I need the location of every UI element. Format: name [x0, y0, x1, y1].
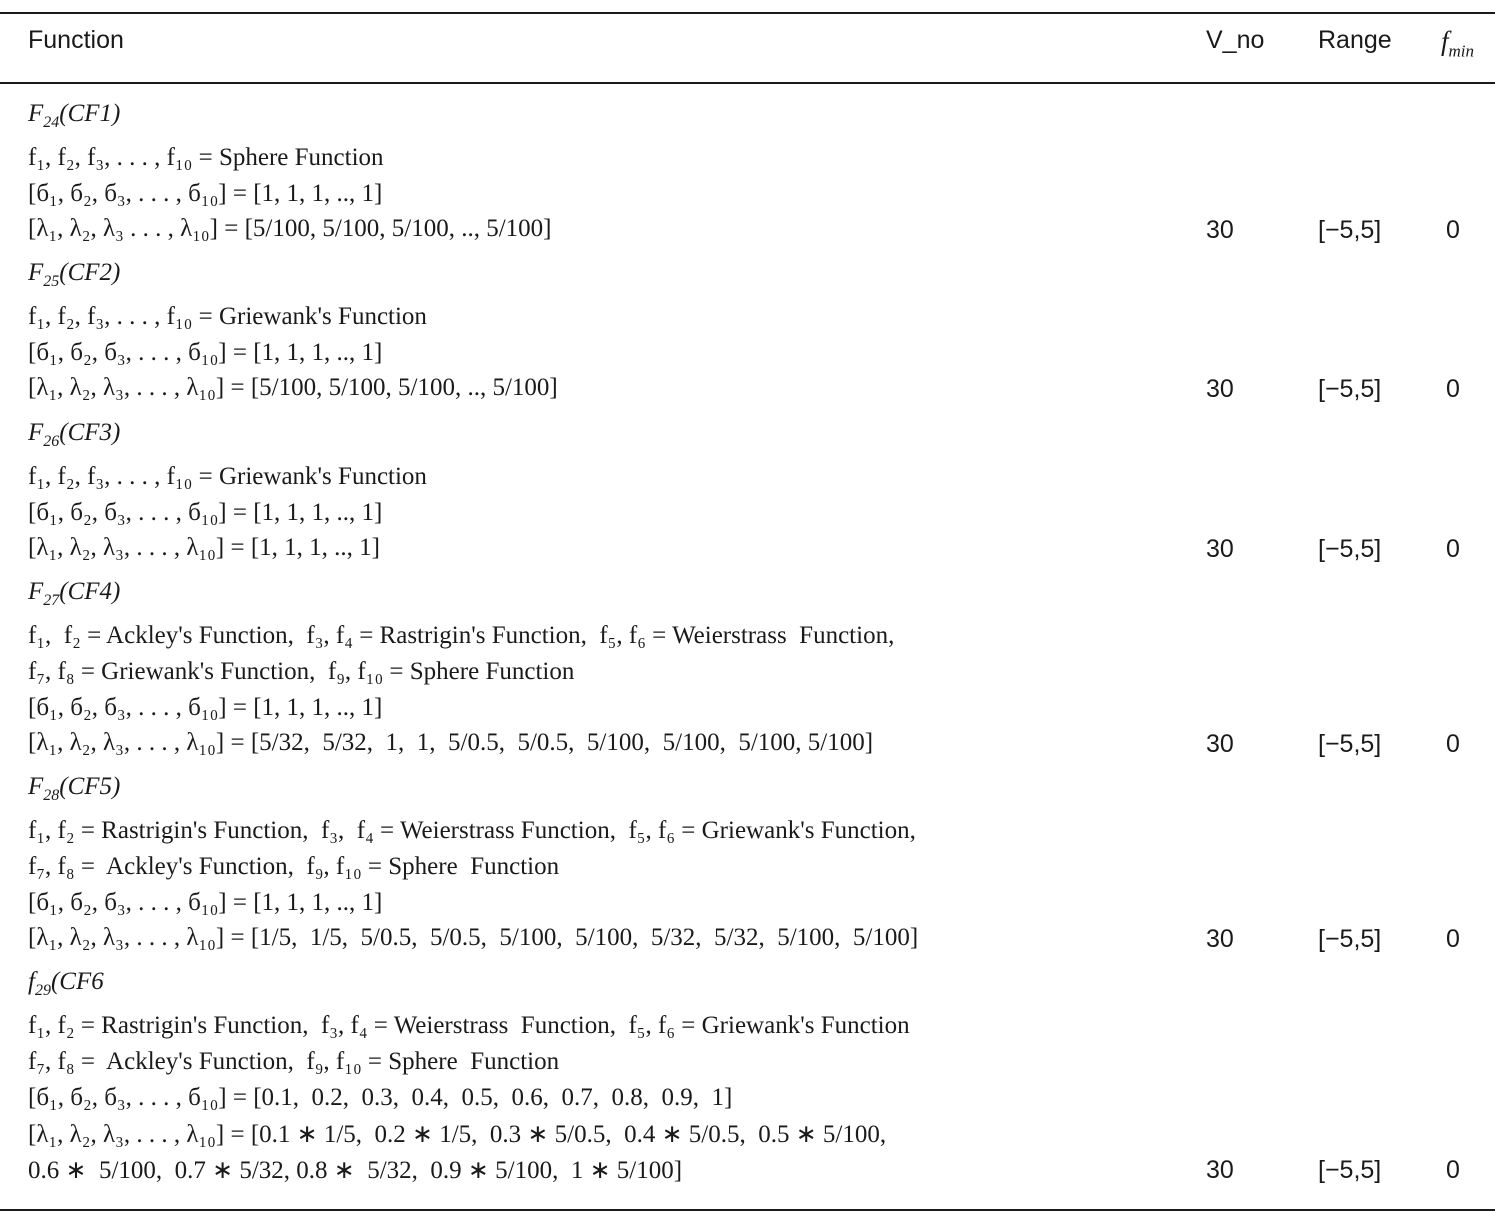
formula-line: [λ₁, λ₂, λ₃ . . . , λ₁₀] = [5/100, 5/100, 5/100, .., 5/100]	[28, 215, 552, 242]
formula-line: [б₁, б₂, б₃, . . . , б₁₀] = [1, 1, 1, .., 1]	[28, 180, 383, 207]
formula-line: [λ₁, λ₂, λ₃, . . . , λ₁₀] = [1/5, 1/5, 5/0.5, 5/0.5, 5/100, 5/100, 5/32, 5/32, 5/100, 5/100]	[28, 924, 919, 951]
formula-line: [б₁, б₂, б₃, . . . , б₁₀] = [1, 1, 1, .., 1]	[28, 499, 383, 526]
row-title: $f_{29}(CF6$	[28, 968, 104, 999]
row-title: $F_{25}(CF2)$	[28, 259, 121, 290]
cell-v-no: 30	[1206, 375, 1234, 403]
cell-fmin: 0	[1446, 730, 1460, 758]
cell-fmin: 0	[1446, 535, 1460, 563]
header-fmin: $f_{min}$	[1441, 26, 1475, 61]
cell-range: [−5,5]	[1318, 730, 1382, 758]
formula-line: [λ₁, λ₂, λ₃, . . . , λ₁₀] = [0.1 ∗ 1/5, 0.2 ∗ 1/5, 0.3 ∗ 5/0.5, 0.4 ∗ 5/0.5, 0.5 ∗ 5/100,	[28, 1121, 887, 1148]
row-title: $F_{27}(CF4)$	[28, 578, 121, 609]
cell-v-no: 30	[1206, 216, 1234, 244]
formula-line: f₁, f₂ = Rastrigin's Function, f₃, f₄ = Weierstrass Function, f₅, f₆ = Griewank's Function	[28, 1012, 910, 1039]
row-title: $F_{28}(CF5)$	[28, 773, 121, 804]
header-range: Range	[1318, 26, 1392, 54]
header-v-no: V_no	[1206, 26, 1265, 54]
formula-line: f₁, f₂ = Ackley's Function, f₃, f₄ = Rastrigin's Function, f₅, f₆ = Weierstrass Function,	[28, 622, 895, 649]
formula-line: [λ₁, λ₂, λ₃, . . . , λ₁₀] = [5/32, 5/32, 1, 1, 5/0.5, 5/0.5, 5/100, 5/100, 5/100, 5/100]	[28, 729, 874, 756]
row-title: $F_{26}(CF3)$	[28, 419, 121, 450]
cell-range: [−5,5]	[1318, 375, 1382, 403]
formula-line: [б₁, б₂, б₃, . . . , б₁₀] = [1, 1, 1, .., 1]	[28, 889, 383, 916]
formula-line: 0.6 ∗ 5/100, 0.7 ∗ 5/32, 0.8 ∗ 5/32, 0.9 ∗ 5/100, 1 ∗ 5/100]	[28, 1157, 683, 1184]
cell-fmin: 0	[1446, 1156, 1460, 1184]
formula-line: [λ₁, λ₂, λ₃, . . . , λ₁₀] = [1, 1, 1, .., 1]	[28, 534, 380, 561]
cell-v-no: 30	[1206, 925, 1234, 953]
formula-line: [б₁, б₂, б₃, . . . , б₁₀] = [1, 1, 1, .., 1]	[28, 339, 383, 366]
cell-range: [−5,5]	[1318, 535, 1382, 563]
cell-range: [−5,5]	[1318, 925, 1382, 953]
cell-v-no: 30	[1206, 535, 1234, 563]
row-title: $F_{24}(CF1)$	[28, 100, 121, 131]
cell-fmin: 0	[1446, 216, 1460, 244]
table-bottom-rule	[0, 1209, 1495, 1211]
formula-line: f₁, f₂, f₃, . . . , f₁₀ = Griewank's Function	[28, 303, 427, 330]
formula-line: f₇, f₈ = Ackley's Function, f₉, f₁₀ = Sphere Function	[28, 853, 560, 880]
table-header-rule	[0, 82, 1495, 84]
cell-v-no: 30	[1206, 1156, 1234, 1184]
formula-line: f₁, f₂, f₃, . . . , f₁₀ = Griewank's Function	[28, 463, 427, 490]
cell-range: [−5,5]	[1318, 216, 1382, 244]
formula-line: [б₁, б₂, б₃, . . . , б₁₀] = [0.1, 0.2, 0.3, 0.4, 0.5, 0.6, 0.7, 0.8, 0.9, 1]	[28, 1084, 733, 1111]
cell-range: [−5,5]	[1318, 1156, 1382, 1184]
formula-line: [б₁, б₂, б₃, . . . , б₁₀] = [1, 1, 1, .., 1]	[28, 694, 383, 721]
cell-fmin: 0	[1446, 375, 1460, 403]
formula-line: f₇, f₈ = Griewank's Function, f₉, f₁₀ = Sphere Function	[28, 658, 575, 685]
formula-line: f₁, f₂, f₃, . . . , f₁₀ = Sphere Function	[28, 144, 384, 171]
cell-fmin: 0	[1446, 925, 1460, 953]
formula-line: f₁, f₂ = Rastrigin's Function, f₃, f₄ = Weierstrass Function, f₅, f₆ = Griewank's Function,	[28, 817, 916, 844]
header-function: Function	[28, 26, 124, 54]
cell-v-no: 30	[1206, 730, 1234, 758]
formula-line: f₇, f₈ = Ackley's Function, f₉, f₁₀ = Sphere Function	[28, 1048, 560, 1075]
formula-line: [λ₁, λ₂, λ₃, . . . , λ₁₀] = [5/100, 5/100, 5/100, .., 5/100]	[28, 374, 558, 401]
table-top-rule	[0, 12, 1495, 14]
